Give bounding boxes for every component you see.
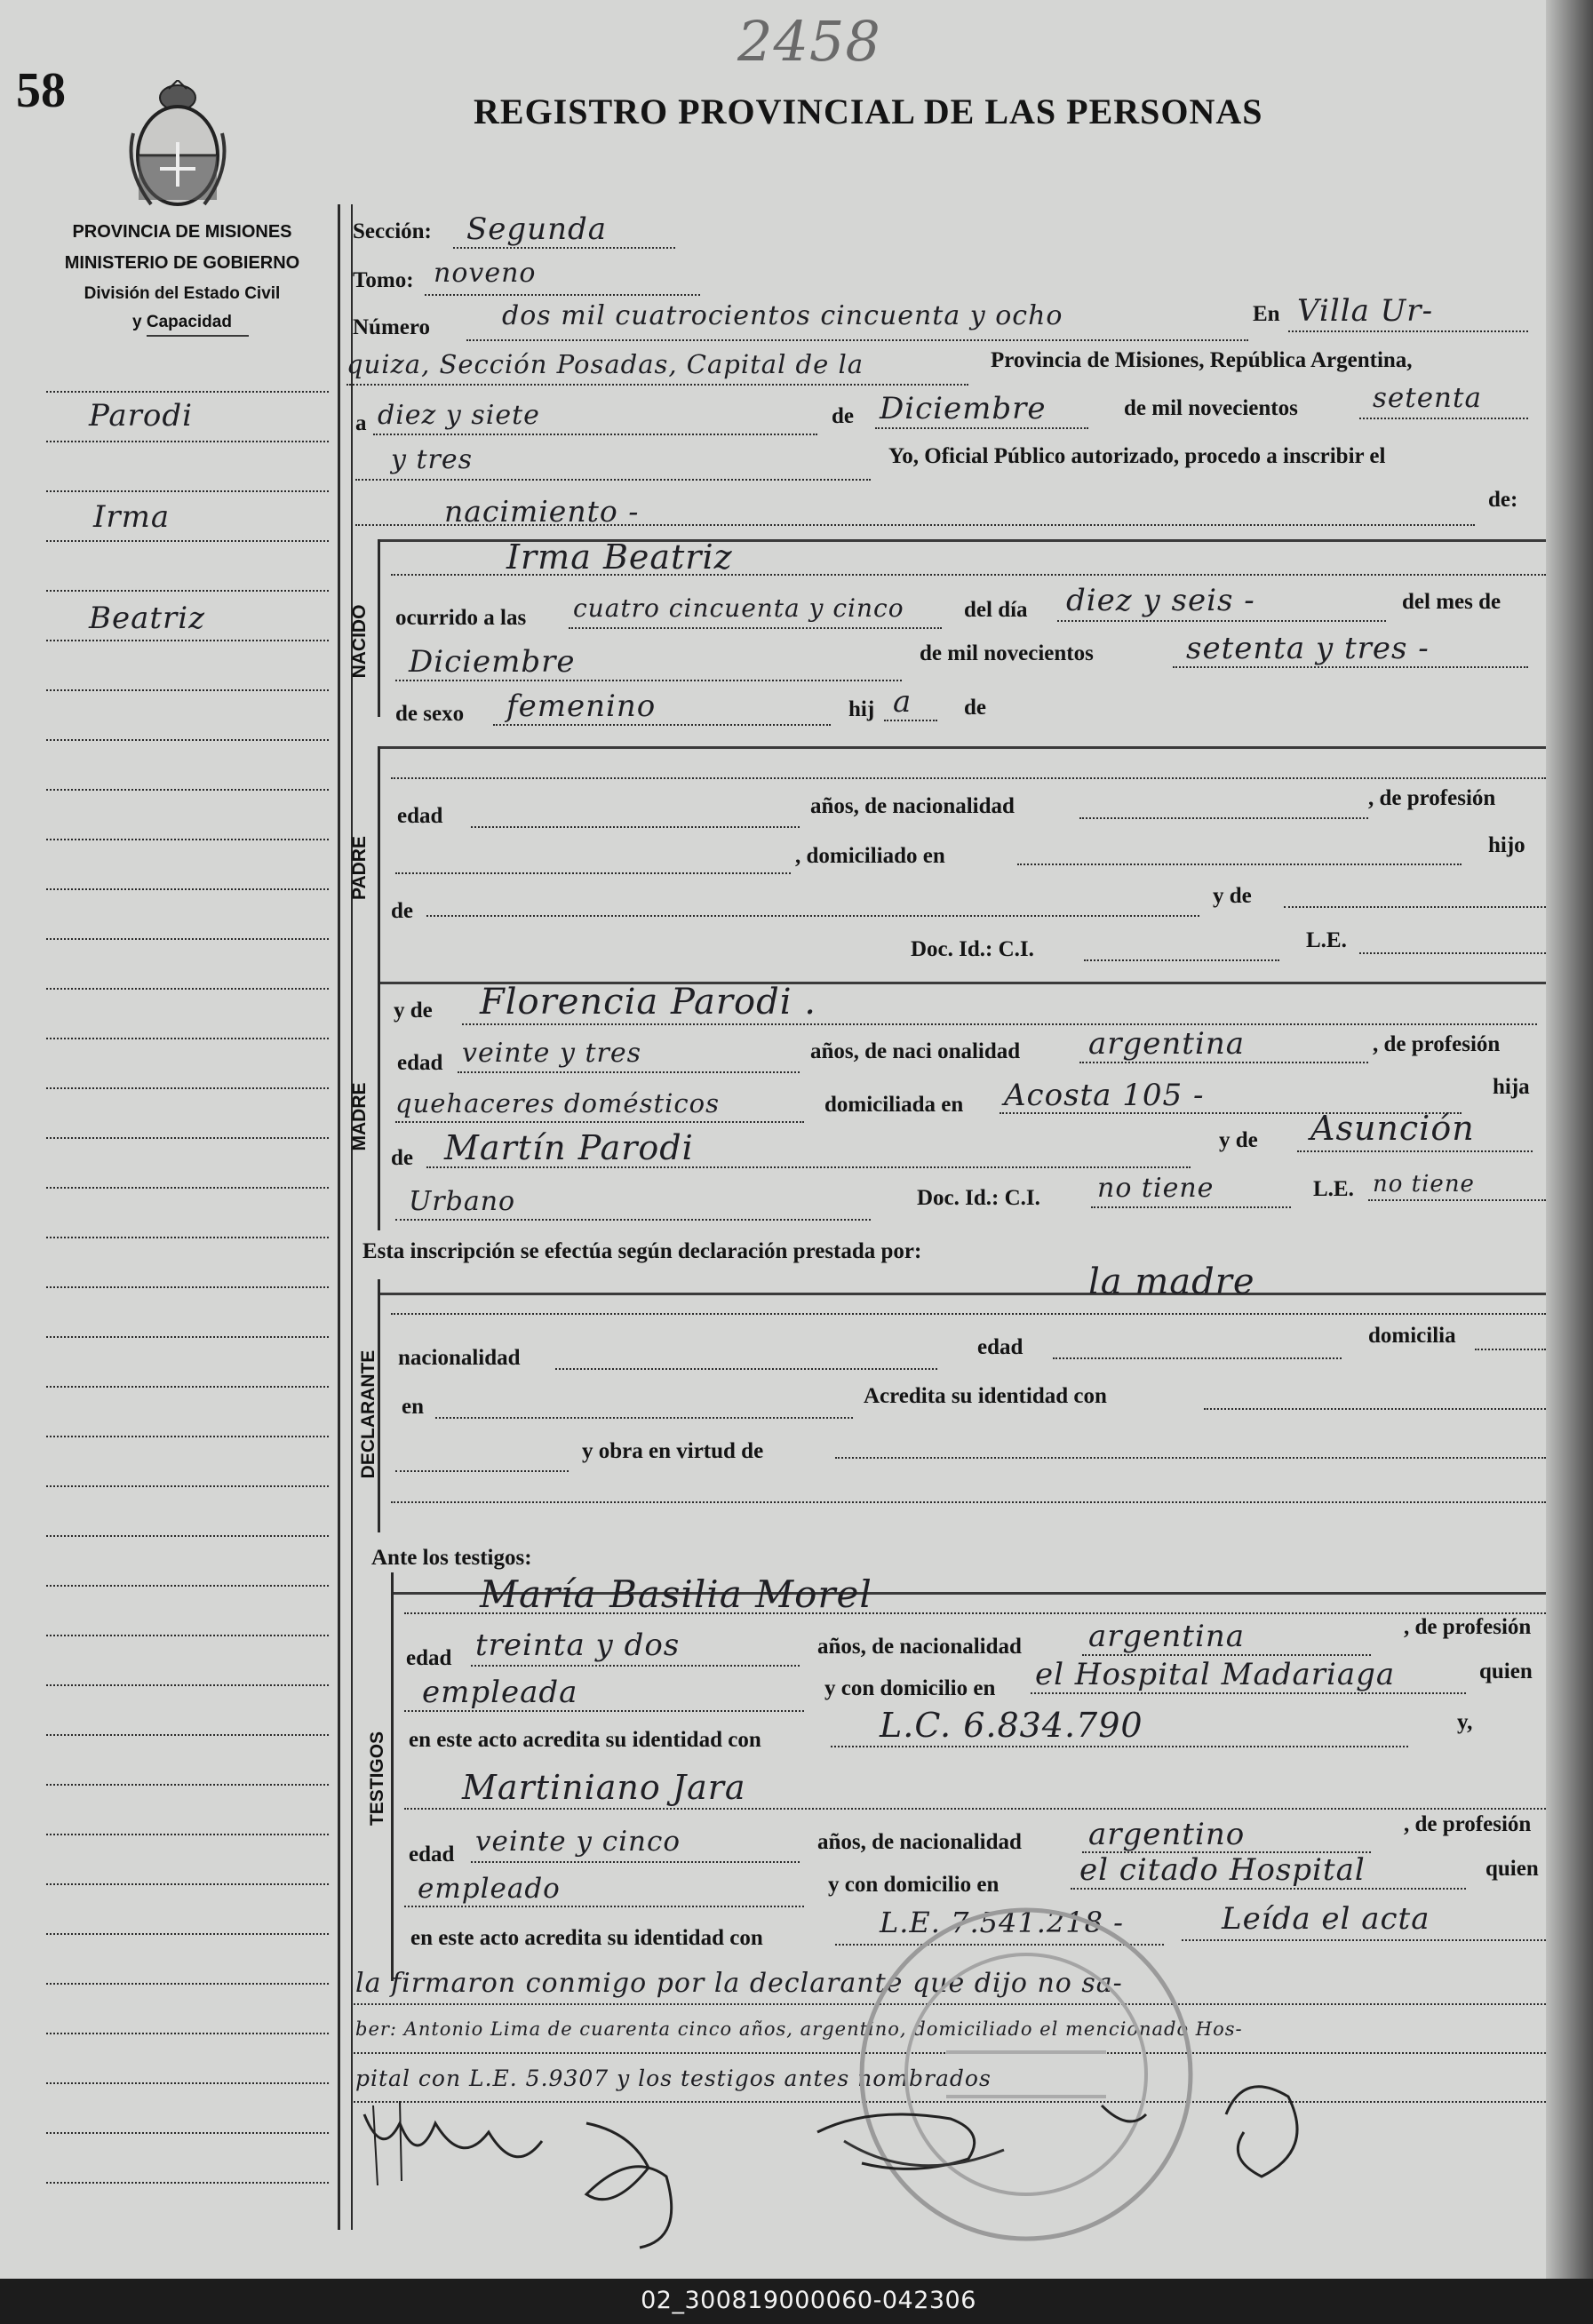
margin-ruled-line <box>46 1038 329 1039</box>
read-act-value: Leída el acta <box>1222 1901 1430 1937</box>
place-continuation: quiza, Sección Posadas, Capital de la <box>346 349 864 379</box>
margin-ruled-line <box>46 1436 329 1437</box>
margin-ruled-line <box>46 1983 329 1985</box>
margin-ruled-line <box>46 789 329 791</box>
margin-ruled-line <box>46 1585 329 1587</box>
document-title: REGISTRO PROVINCIAL DE LAS PERSONAS <box>474 92 1263 131</box>
witness1-name-value: María Basilia Morel <box>480 1572 872 1616</box>
margin-ruled-line <box>46 839 329 840</box>
margin-ruled-line <box>46 1187 329 1189</box>
margin-ruled-line <box>46 2033 329 2034</box>
mother-le-value: no tiene <box>1373 1171 1475 1198</box>
witness1-doc-value: L.C. 6.834.790 <box>880 1706 1143 1745</box>
child-name-value: Irma Beatriz <box>506 537 733 577</box>
grandmother-value: Asunción <box>1310 1109 1475 1148</box>
pencil-number: 2458 <box>737 9 881 74</box>
margin-ruled-line <box>46 1635 329 1636</box>
margin-ruled-line <box>46 1386 329 1388</box>
margin-ruled-line <box>46 2082 329 2084</box>
mother-name-value: Florencia Parodi . <box>480 982 816 1023</box>
margin-ruled-line <box>46 739 329 741</box>
closing-note-line2: ber: Antonio Lima de cuarenta cinco años, argentino, domiciliado el mencionado Hos- <box>355 2018 1243 2040</box>
left-header-division: División del Estado Civil <box>84 284 281 303</box>
birth-day-value: diez y seis - <box>1066 583 1255 618</box>
declarant-value: la madre <box>1088 1261 1255 1302</box>
closing-note-line3: pital con L.E. 5.9307 y los testigos antes nombrados <box>355 2065 992 2091</box>
date-month-value: Diciembre <box>880 391 1047 426</box>
margin-ruled-line <box>46 1933 329 1935</box>
witness1-profession-value: empleada <box>422 1675 578 1710</box>
witness1-age-value: treinta y dos <box>475 1628 681 1663</box>
margin-ruled-line <box>46 590 329 592</box>
margin-ruled-line <box>46 1535 329 1537</box>
witness2-address-value: el citado Hospital <box>1079 1852 1366 1888</box>
year-value-cont: y tres <box>391 444 474 475</box>
margin-ruled-line <box>46 938 329 940</box>
page-edge-shadow <box>1546 0 1593 2279</box>
margin-divider <box>338 204 340 2230</box>
birth-year-value: setenta y tres - <box>1186 631 1430 666</box>
section-label-madre: MADRE <box>349 1082 370 1151</box>
margin-surname: Parodi <box>89 398 193 434</box>
date-day-value: diez y siete <box>378 400 540 431</box>
closing-note-line1: la firmaron conmigo por la declarante que dijo no sa- <box>355 1968 1123 1999</box>
margin-ruled-line <box>46 1336 329 1338</box>
margin-ruled-line <box>46 490 329 492</box>
margin-ruled-line <box>46 988 329 990</box>
witness1-nationality-value: argentina <box>1088 1619 1246 1654</box>
section-label-padre: PADRE <box>349 836 370 900</box>
birth-time-value: cuatro cincuenta y cinco <box>573 593 904 623</box>
margin-ruled-line <box>46 1784 329 1786</box>
birth-month-value: Diciembre <box>409 644 576 680</box>
coat-of-arms-icon <box>124 80 231 213</box>
section-label-declarante: DECLARANTE <box>358 1349 378 1479</box>
margin-ruled-line <box>46 2132 329 2134</box>
margin-ruled-line <box>46 1087 329 1089</box>
tomo-value: noveno <box>434 258 537 289</box>
witness2-profession-value: empleado <box>418 1873 561 1905</box>
margin-first-name: Irma <box>93 499 171 535</box>
footer-image-id: 02_300819000060-042306 <box>641 2287 976 2314</box>
grandfather-value: Martín Parodi <box>444 1128 694 1167</box>
left-header-capacity: y Capacidad <box>132 313 232 331</box>
section-label-nacido: NACIDO <box>349 604 370 679</box>
mother-address-value: Acosta 105 - <box>1004 1078 1205 1113</box>
mother-age-value: veinte y tres <box>462 1038 641 1069</box>
seccion-value: Segunda <box>466 211 608 247</box>
section-label-testigos: TESTIGOS <box>367 1731 387 1827</box>
mother-ci-value: no tiene <box>1097 1173 1215 1204</box>
sex-value: femenino <box>506 688 657 724</box>
registry-sheet: 58 2458 REGISTRO PROVINCIAL DE LAS PERSONAS PROVINCIA DE MISIONES MINISTERIO DE GOBIERNO División del Estado Civil y Capacidad Parodi Irma Beatriz Sección: Segunda Tomo: noveno Número dos mil cuatrocientos cincuenta y ocho En Villa Ur- quiza, Sección Posadas, Capital de la Provincia de Misiones, República Argentina, a diez y siete de Diciembre de mil novecientos setenta y tres Yo, Oficial Público autorizado, procedo a inscribir el nacimiento - de: NACIDO Irma Beatriz ocurrido a las cuatro cincuenta y cinco del día diez y seis - del mes de Diciembre de mil novecientos setenta y tres - de sexo femenino hij a de PADRE edad años, de nacionalidad , de profesión , domiciliado en hijo de y de Doc. Id.: C.I. L.E. MADRE y de Florencia Parodi . edad veinte y tres años, de naci onalidad argentina , de profesión quehaceres domésticos domiciliada en Acosta 105 - hija de Martín Parodi y de Asunción Urbano Doc. Id.: C.I. no tiene L.E. no tiene Esta inscripción se efectúa según declaración prestada por: DECLARANTE la madre nacionalidad edad domicilia en Acredita su identidad con y obra en virtud de Ante los testigos: TESTIGOS María Basilia Morel edad treinta y dos años, de nacionalidad argentina , de profesión empleada y con domicilio en el Hospital Madariaga quien en este acto acredita su identidad con L.C. 6.834.790 y, Martiniano Jara edad veinte y cinco años, de nacionalidad argentino , de profesión empleado y con domicilio en el citado Hospital quien en este acto acredita su identidad con L.E. 7.541.218 - Leída el acta la firmaron conmigo por la declarante que dijo no sa- ber: Antonio Lima de cuarenta cinco años, argentino, domiciliado el mencionado Hos- pital con L.E. 5.9307 y los testigos antes nombrados <box>0 0 1593 2279</box>
margin-ruled-line <box>46 1734 329 1736</box>
signatures <box>346 2079 1546 2256</box>
witness1-address-value: el Hospital Madariaga <box>1035 1657 1396 1692</box>
place-value: Villa Ur- <box>1297 293 1434 329</box>
hij-suffix-value: a <box>893 684 912 720</box>
witness2-age-value: veinte y cinco <box>475 1826 681 1858</box>
left-header-ministry: MINISTERIO DE GOBIERNO <box>64 253 300 273</box>
margin-ruled-line <box>46 1883 329 1885</box>
margin-ruled-line <box>46 1684 329 1686</box>
margin-ruled-line <box>46 888 329 890</box>
left-header-province: PROVINCIA DE MISIONES <box>72 222 292 242</box>
year-value: setenta <box>1373 382 1482 414</box>
mother-profession-value: quehaceres domésticos <box>395 1088 720 1118</box>
margin-ruled-line <box>46 1286 329 1288</box>
margin-ruled-line <box>46 689 329 691</box>
margin-ruled-line <box>46 1237 329 1238</box>
margin-ruled-line <box>46 1834 329 1835</box>
mother-nationality-value: argentina <box>1088 1026 1246 1062</box>
witness2-name-value: Martiniano Jara <box>462 1768 746 1807</box>
grandmother-surname-value: Urbano <box>409 1186 516 1217</box>
act-type-value: nacimiento - <box>444 494 640 529</box>
margin-ruled-line <box>46 391 329 393</box>
margin-second-name: Beatriz <box>89 601 206 636</box>
margin-ruled-line <box>46 1485 329 1487</box>
margin-ruled-line <box>46 640 329 641</box>
numero-value: dos mil cuatrocientos cincuenta y ocho <box>502 300 1063 331</box>
page-number: 58 <box>16 63 66 118</box>
witness2-nationality-value: argentino <box>1088 1817 1246 1852</box>
margin-ruled-line <box>46 441 329 442</box>
margin-ruled-line <box>46 540 329 542</box>
margin-ruled-line <box>46 1137 329 1139</box>
margin-ruled-line <box>46 2182 329 2184</box>
witness2-doc-value: L.E. 7.541.218 - <box>880 1906 1124 1939</box>
